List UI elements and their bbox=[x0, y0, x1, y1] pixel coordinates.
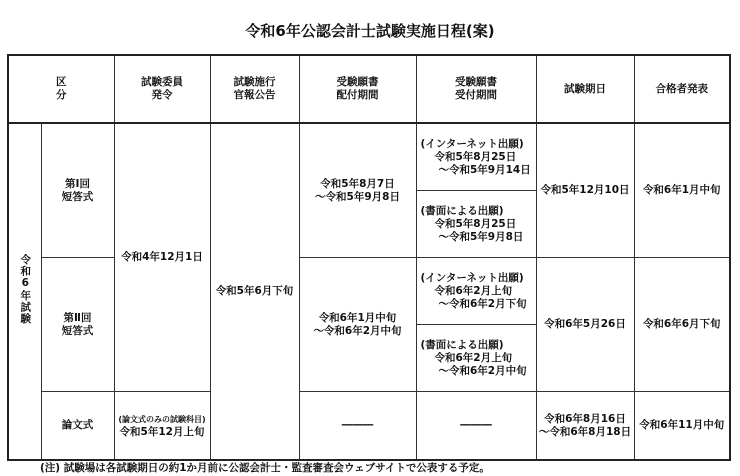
haifu-period: ――― bbox=[299, 392, 416, 461]
result-date: 令和6年6月下旬 bbox=[634, 258, 730, 392]
uketsuke-net: (インターネット出願) 令和6年2月上旬 ～令和6年2月下旬 bbox=[416, 258, 536, 325]
footnote: (注) 試験場は各試験期日の約1か月前に公認会計士・監査審査会ウェブサイトで公表する予定。 bbox=[40, 462, 490, 474]
group-label: 令和6年試験 bbox=[8, 123, 41, 460]
uketsuke-paper: (書面による出願) 令和5年8月25日 ～令和5年9月8日 bbox=[416, 191, 536, 258]
header-kubun: 区分 bbox=[8, 55, 114, 123]
table-row bbox=[8, 392, 730, 461]
exam-name: 第Ⅰ回 短答式 bbox=[41, 123, 114, 258]
exam-date: 令和6年5月26日 bbox=[536, 258, 634, 392]
haifu-period: 令和5年8月7日 ～令和5年9月8日 bbox=[299, 123, 416, 258]
header-iin: 試験委員 発令 bbox=[114, 55, 210, 123]
header-kanpo: 試験施行 官報公告 bbox=[210, 55, 299, 123]
header-row bbox=[8, 55, 730, 123]
table-row bbox=[8, 123, 730, 191]
uketsuke-period: ――― bbox=[416, 392, 536, 461]
header-uketsuke: 受験願書 受付期間 bbox=[416, 55, 536, 123]
exam-date: 令和5年12月10日 bbox=[536, 123, 634, 258]
result-date: 令和6年1月中旬 bbox=[634, 123, 730, 258]
haifu-period: 令和6年1月中旬 ～令和6年2月中旬 bbox=[299, 258, 416, 392]
kanpo-date: 令和5年6月下旬 bbox=[210, 123, 299, 460]
page-title: 令和6年公認会計士試験実施日程(案) bbox=[245, 22, 495, 40]
header-happyo: 合格者発表 bbox=[634, 55, 730, 123]
exam-name: 第Ⅱ回 短答式 bbox=[41, 258, 114, 392]
header-haifu: 受験願書 配付期間 bbox=[299, 55, 416, 123]
exam-date: 令和6年8月16日 ～令和6年8月18日 bbox=[536, 392, 634, 461]
header-kijitsu: 試験期日 bbox=[536, 55, 634, 123]
schedule-table bbox=[7, 54, 731, 461]
iin-date: 令和4年12月1日 bbox=[114, 123, 210, 392]
uketsuke-net: (インターネット出願) 令和5年8月25日 ～令和5年9月14日 bbox=[416, 123, 536, 191]
result-date: 令和6年11月中旬 bbox=[634, 392, 730, 461]
iin-date: (論文式のみの試験科目) 令和5年12月上旬 bbox=[114, 392, 210, 461]
exam-name: 論文式 bbox=[41, 392, 114, 461]
uketsuke-paper: (書面による出願) 令和6年2月上旬 ～令和6年2月中旬 bbox=[416, 325, 536, 392]
